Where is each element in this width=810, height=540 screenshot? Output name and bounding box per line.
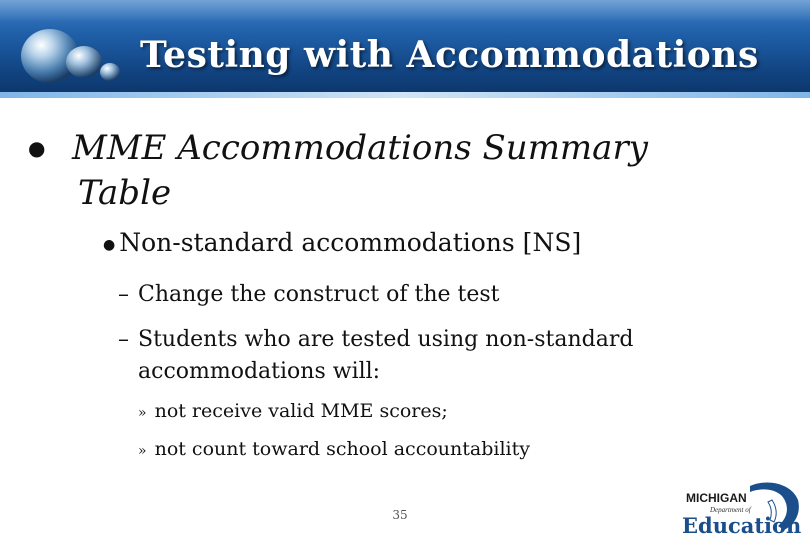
michigan-education-logo (680, 478, 802, 536)
logo-department-text: Department of (710, 506, 751, 514)
chevron-right-icon: » (138, 405, 147, 421)
dash-item (118, 324, 678, 388)
dash-item-text: Students who are tested using non-standard accommodations will: (138, 327, 634, 384)
page-number: 35 (392, 508, 408, 522)
main-heading: MME Accommodations Summary Table (72, 128, 648, 213)
sub-bullet (103, 228, 581, 257)
main-bullet (28, 126, 688, 216)
sub-item (138, 438, 530, 460)
dash-item (118, 279, 678, 311)
dash-marker: – (118, 282, 129, 307)
sub-item-text: not count toward school accountability (154, 438, 530, 460)
chevron-right-icon: » (138, 443, 147, 459)
sub-item-text: not receive valid MME scores; (154, 400, 448, 422)
bullet-dot-icon: ● (28, 136, 46, 160)
dash-item-text: Change the construct of the test (138, 282, 500, 307)
sub-item (138, 400, 448, 422)
bullet-dot-icon: ● (103, 236, 116, 253)
sub-heading: Non-standard accommodations [NS] (119, 228, 582, 257)
slide-title: Testing with Accommodations (140, 34, 759, 76)
logo-education-text: Education (682, 513, 802, 536)
logo-michigan-text: MICHIGAN (686, 491, 747, 505)
dash-marker: – (118, 327, 129, 352)
